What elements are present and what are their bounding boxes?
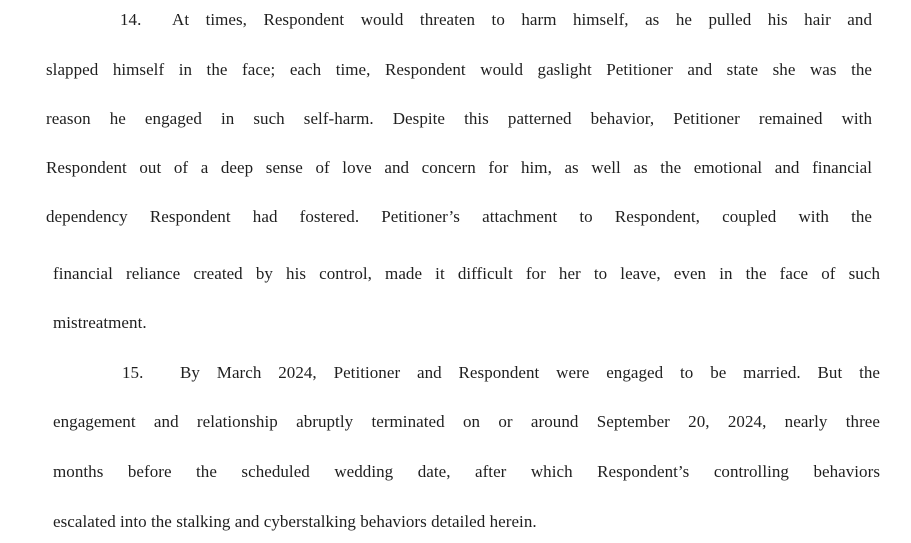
paragraph-14-line-2: slapped himself in the face; each time, Respondent would gaslight Petitioner and state she was the (46, 60, 872, 79)
paragraph-14-line-4: Respondent out of a deep sense of love and concern for him, as well as the emotional and financial (46, 158, 872, 177)
paragraph-15-first-line (122, 363, 880, 383)
paragraph-14-first-line (120, 10, 872, 30)
paragraph-15-line-4: escalated into the stalking and cyberstalking behaviors detailed herein. (53, 512, 537, 531)
paragraph-number: 14. (120, 10, 142, 29)
paragraph-14-line-7: mistreatment. (53, 313, 147, 332)
paragraph-14-line-3: reason he engaged in such self-harm. Despite this patterned behavior, Petitioner remained with (46, 109, 872, 128)
paragraph-text: By March 2024, Petitioner and Respondent were engaged to be married. But the (180, 363, 880, 382)
paragraph-14-line-5: dependency Respondent had fostered. Petitioner’s attachment to Respondent, coupled with the (46, 207, 872, 226)
paragraph-number: 15. (122, 363, 144, 382)
paragraph-14-line-6: financial reliance created by his control, made it difficult for her to leave, even in the face of such (53, 264, 880, 283)
paragraph-text: At times, Respondent would threaten to harm himself, as he pulled his hair and (172, 10, 872, 29)
paragraph-15-line-2: engagement and relationship abruptly terminated on or around September 20, 2024, nearly three (53, 412, 880, 431)
paragraph-15-line-3: months before the scheduled wedding date, after which Respondent’s controlling behaviors (53, 462, 880, 481)
